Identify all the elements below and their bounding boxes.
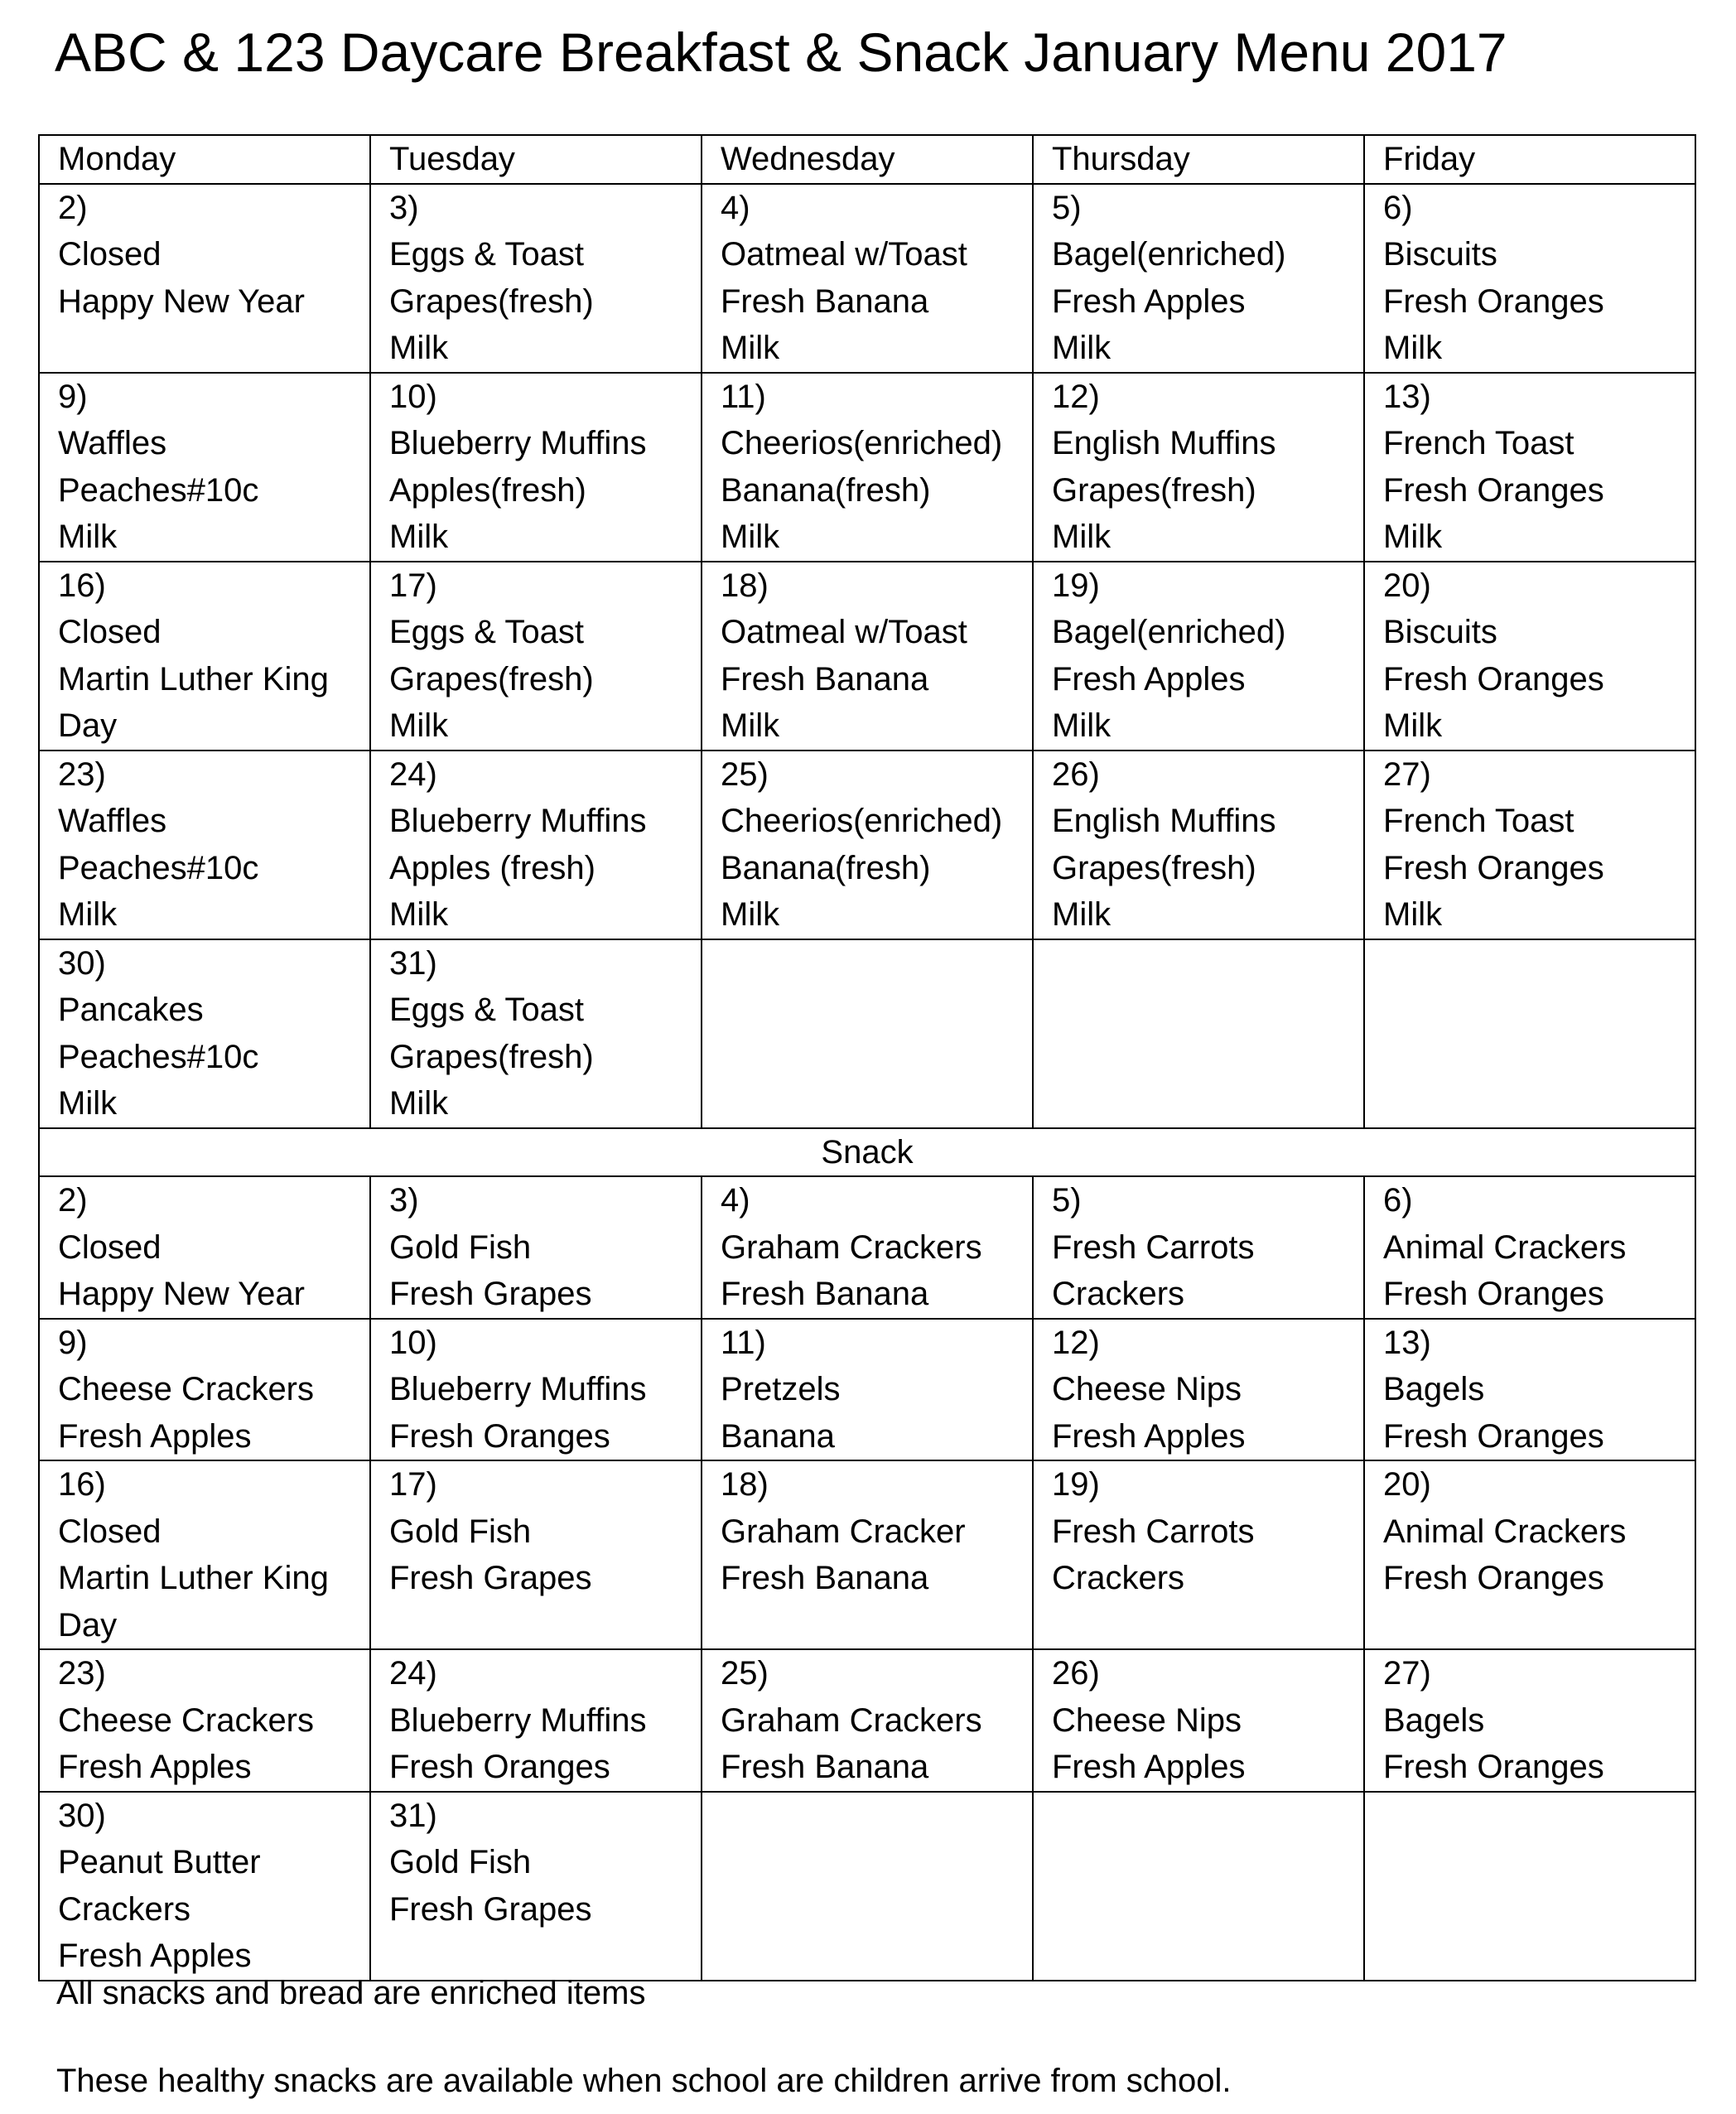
date-label: 17) [389, 1466, 437, 1503]
menu-item: Waffles [58, 803, 167, 839]
date-label: 26) [1052, 755, 1100, 793]
menu-item: Fresh Banana [721, 1749, 929, 1785]
snack-week-row [39, 1792, 1695, 1981]
menu-item: Fresh Carrots [1052, 1228, 1255, 1266]
menu-item: Milk [58, 1085, 118, 1122]
footer-note-enriched: All snacks and bread are enriched items [56, 1975, 646, 2011]
snack-heading-row [39, 1128, 1695, 1177]
menu-item: Peaches#10c [58, 471, 259, 509]
menu-item: Milk [389, 519, 449, 555]
menu-item: Milk [1052, 896, 1112, 933]
menu-item: Bagel(enriched) [1052, 236, 1286, 273]
date-label: 25) [721, 755, 769, 793]
snack-day-cell [1364, 1319, 1695, 1461]
menu-item: Bagels [1383, 1371, 1485, 1407]
breakfast-day-cell [370, 939, 702, 1128]
menu-item: Fresh Carrots [1052, 1513, 1255, 1550]
date-label: 25) [721, 1655, 769, 1692]
breakfast-day-cell [370, 373, 702, 562]
date-label: 23) [58, 755, 106, 793]
menu-item: Oatmeal w/Toast [721, 236, 967, 273]
menu-item: Milk [389, 330, 449, 366]
menu-item: Fresh Apples [1052, 282, 1246, 320]
menu-item: Day [58, 1606, 118, 1643]
breakfast-day-cell [702, 751, 1033, 939]
date-label: 10) [389, 1324, 437, 1361]
snack-day-cell [370, 1460, 702, 1649]
menu-item: Waffles [58, 425, 167, 461]
menu-item: Animal Crackers [1383, 1513, 1627, 1550]
day-header: Monday [39, 135, 370, 184]
snack-week-row [39, 1460, 1695, 1649]
menu-item: Peaches#10c [58, 849, 259, 886]
snack-day-cell [370, 1792, 702, 1981]
menu-item: Bagel(enriched) [1052, 614, 1286, 650]
date-label: 6) [1383, 189, 1413, 226]
menu-item: Closed [58, 236, 162, 273]
menu-item: Gold Fish [389, 1844, 532, 1880]
menu-item: Pancakes [58, 992, 204, 1028]
snack-day-cell [1364, 1649, 1695, 1792]
menu-item: Fresh Apples [1052, 1749, 1246, 1785]
menu-item: Fresh Oranges [1383, 1417, 1604, 1455]
breakfast-week-row [39, 184, 1695, 373]
menu-item: Fresh Apples [58, 1938, 252, 1974]
date-label: 18) [721, 567, 769, 604]
snack-day-cell [39, 1319, 370, 1461]
menu-item: Cheese Crackers [58, 1701, 315, 1739]
breakfast-day-cell [370, 562, 702, 751]
menu-item: Banana(fresh) [721, 471, 931, 509]
snack-day-cell [1033, 1649, 1364, 1792]
menu-item: Milk [1383, 896, 1443, 933]
date-label: 5) [1052, 189, 1082, 226]
menu-item: Fresh Grapes [389, 1560, 592, 1596]
menu-item: Fresh Oranges [389, 1417, 610, 1455]
date-label: 10) [389, 378, 437, 415]
menu-item: Blueberry Muffins [389, 425, 647, 461]
date-label: 11) [721, 378, 766, 415]
menu-item: Cheese Nips [1052, 1371, 1242, 1407]
date-label: 12) [1052, 378, 1100, 415]
menu-item: Biscuits [1383, 236, 1497, 273]
menu-item: Happy New Year [58, 282, 305, 320]
menu-item: Closed [58, 1513, 162, 1550]
day-header: Friday [1364, 135, 1695, 184]
breakfast-day-cell [1364, 751, 1695, 939]
snack-day-cell [702, 1460, 1033, 1649]
menu-item: Milk [58, 519, 118, 555]
date-label: 20) [1383, 567, 1431, 604]
date-label: 26) [1052, 1655, 1100, 1692]
breakfast-day-cell [39, 939, 370, 1128]
snack-day-cell [702, 1176, 1033, 1319]
breakfast-week-row [39, 939, 1695, 1128]
date-label: 16) [58, 567, 106, 604]
breakfast-day-cell [39, 562, 370, 751]
snack-day-cell [1364, 1792, 1695, 1981]
snack-day-cell [370, 1176, 702, 1319]
menu-item: Milk [389, 1085, 449, 1122]
breakfast-day-cell [702, 562, 1033, 751]
menu-item: Grapes(fresh) [389, 660, 594, 697]
menu-item: Fresh Apples [1052, 1417, 1246, 1455]
menu-item: Fresh Oranges [1383, 471, 1604, 509]
menu-item: Fresh Banana [721, 282, 929, 320]
breakfast-day-cell [1033, 184, 1364, 373]
date-label: 12) [1052, 1324, 1100, 1361]
date-label: 13) [1383, 1324, 1431, 1361]
menu-item: Blueberry Muffins [389, 1701, 647, 1739]
menu-item: Fresh Grapes [389, 1276, 592, 1312]
menu-item: Martin Luther King [58, 1560, 329, 1596]
date-label: 30) [58, 1797, 106, 1834]
menu-item: Biscuits [1383, 614, 1497, 650]
date-label: 23) [58, 1655, 106, 1692]
snack-day-cell [39, 1460, 370, 1649]
snack-week-row [39, 1176, 1695, 1319]
menu-item: Milk [1383, 707, 1443, 744]
menu-item: Fresh Apples [58, 1417, 252, 1455]
snack-day-cell [39, 1176, 370, 1319]
snack-day-cell [1033, 1319, 1364, 1461]
snack-day-cell [1033, 1460, 1364, 1649]
date-label: 13) [1383, 378, 1431, 415]
date-label: 20) [1383, 1466, 1431, 1503]
snack-day-cell [370, 1649, 702, 1792]
breakfast-day-cell [1033, 373, 1364, 562]
menu-item: Grapes(fresh) [1052, 849, 1256, 886]
menu-item: Grapes(fresh) [1052, 471, 1256, 509]
menu-item: Milk [58, 896, 118, 933]
menu-item: Fresh Banana [721, 660, 929, 697]
menu-table [38, 134, 1696, 1981]
snack-day-cell [1364, 1176, 1695, 1319]
date-label: 19) [1052, 1466, 1100, 1503]
snack-section [39, 1176, 1695, 1981]
menu-item: Closed [58, 614, 162, 650]
menu-item: Peaches#10c [58, 1038, 259, 1075]
menu-item: Fresh Apples [58, 1749, 252, 1785]
breakfast-day-cell [1364, 562, 1695, 751]
breakfast-day-cell [702, 184, 1033, 373]
menu-item: French Toast [1383, 803, 1574, 839]
menu-item: English Muffins [1052, 425, 1276, 461]
menu-item: Milk [721, 519, 780, 555]
day-header: Tuesday [370, 135, 702, 184]
day-header: Wednesday [702, 135, 1033, 184]
breakfast-week-row [39, 562, 1695, 751]
page-title: ABC & 123 Daycare Breakfast & Snack January Menu 2017 [55, 22, 1507, 83]
menu-item: Pretzels [721, 1371, 841, 1407]
menu-item: Banana [721, 1417, 835, 1455]
menu-item: Fresh Oranges [1383, 1749, 1604, 1785]
date-label: 27) [1383, 755, 1431, 793]
menu-item: Eggs & Toast [389, 236, 584, 273]
date-label: 9) [58, 1324, 88, 1361]
breakfast-day-cell [1364, 184, 1695, 373]
date-label: 24) [389, 1655, 437, 1692]
breakfast-day-cell [1033, 562, 1364, 751]
date-label: 6) [1383, 1182, 1413, 1219]
menu-item: Milk [1052, 330, 1112, 366]
menu-item: Fresh Oranges [1383, 1276, 1604, 1312]
breakfast-day-cell [1364, 373, 1695, 562]
menu-item: Milk [721, 707, 780, 744]
date-label: 19) [1052, 567, 1100, 604]
menu-item: Fresh Oranges [1383, 849, 1604, 886]
menu-item: Fresh Grapes [389, 1890, 592, 1928]
menu-item: Cheese Crackers [58, 1371, 315, 1407]
menu-item: Milk [389, 707, 449, 744]
menu-item: Milk [1052, 519, 1112, 555]
day-header-row [39, 135, 1695, 184]
breakfast-day-cell [1364, 939, 1695, 1128]
menu-item: Peanut Butter [58, 1844, 261, 1880]
snack-heading: Snack [39, 1128, 1695, 1177]
menu-item: Milk [389, 896, 449, 933]
date-label: 24) [389, 755, 437, 793]
menu-item: Oatmeal w/Toast [721, 614, 967, 650]
menu-item: Eggs & Toast [389, 992, 584, 1028]
date-label: 5) [1052, 1182, 1082, 1219]
menu-item: Apples(fresh) [389, 471, 586, 509]
date-label: 30) [58, 944, 106, 982]
menu-item: Crackers [1052, 1276, 1185, 1312]
menu-item: Milk [1052, 707, 1112, 744]
snack-day-cell [370, 1319, 702, 1461]
snack-week-row [39, 1649, 1695, 1792]
menu-item: English Muffins [1052, 803, 1276, 839]
date-label: 31) [389, 944, 437, 982]
breakfast-day-cell [702, 939, 1033, 1128]
date-label: 3) [389, 1182, 419, 1219]
menu-item: Happy New Year [58, 1276, 305, 1312]
menu-item: Fresh Apples [1052, 660, 1246, 697]
breakfast-week-row [39, 373, 1695, 562]
menu-item: Blueberry Muffins [389, 1371, 647, 1407]
breakfast-day-cell [39, 184, 370, 373]
date-label: 16) [58, 1466, 106, 1503]
snack-day-cell [702, 1649, 1033, 1792]
footer-note-availability: These healthy snacks are available when school are children arrive from school. [56, 2063, 1232, 2099]
date-label: 27) [1383, 1655, 1431, 1692]
menu-item: Grapes(fresh) [389, 1038, 594, 1075]
menu-item: French Toast [1383, 425, 1574, 461]
menu-item: Day [58, 707, 118, 744]
menu-item: Closed [58, 1228, 162, 1266]
snack-week-row [39, 1319, 1695, 1461]
day-header: Thursday [1033, 135, 1364, 184]
menu-item: Fresh Oranges [1383, 282, 1604, 320]
date-label: 3) [389, 189, 419, 226]
snack-day-cell [1364, 1460, 1695, 1649]
snack-day-cell [39, 1649, 370, 1792]
menu-item: Fresh Oranges [1383, 660, 1604, 697]
breakfast-day-cell [39, 751, 370, 939]
date-label: 31) [389, 1797, 437, 1834]
menu-item: Milk [1383, 330, 1443, 366]
menu-item: Blueberry Muffins [389, 803, 647, 839]
date-label: 2) [58, 1182, 88, 1219]
menu-item: Cheerios(enriched) [721, 803, 1003, 839]
menu-item: Milk [1383, 519, 1443, 555]
snack-day-cell [1033, 1176, 1364, 1319]
date-label: 4) [721, 1182, 750, 1219]
menu-item: Fresh Oranges [1383, 1560, 1604, 1596]
menu-item: Animal Crackers [1383, 1228, 1627, 1266]
menu-item: Apples (fresh) [389, 849, 596, 886]
breakfast-day-cell [370, 184, 702, 373]
snack-day-cell [39, 1792, 370, 1981]
date-label: 18) [721, 1466, 769, 1503]
date-label: 17) [389, 567, 437, 604]
breakfast-section [39, 184, 1695, 1128]
menu-item: Graham Crackers [721, 1701, 982, 1739]
menu-item: Crackers [58, 1890, 191, 1928]
menu-item: Cheese Nips [1052, 1701, 1242, 1739]
menu-item: Eggs & Toast [389, 614, 584, 650]
menu-item: Gold Fish [389, 1513, 532, 1550]
menu-item: Grapes(fresh) [389, 282, 594, 320]
snack-day-cell [702, 1319, 1033, 1461]
menu-item: Graham Cracker [721, 1513, 966, 1550]
menu-item: Fresh Oranges [389, 1749, 610, 1785]
menu-item: Cheerios(enriched) [721, 425, 1003, 461]
date-label: 9) [58, 378, 88, 415]
breakfast-day-cell [39, 373, 370, 562]
date-label: 4) [721, 189, 750, 226]
breakfast-day-cell [1033, 939, 1364, 1128]
date-label: 2) [58, 189, 88, 226]
menu-item: Martin Luther King [58, 660, 329, 697]
menu-item: Crackers [1052, 1560, 1185, 1596]
snack-day-cell [1033, 1792, 1364, 1981]
menu-item: Fresh Banana [721, 1276, 929, 1312]
menu-item: Banana(fresh) [721, 849, 931, 886]
breakfast-week-row [39, 751, 1695, 939]
menu-item: Bagels [1383, 1701, 1485, 1739]
breakfast-day-cell [702, 373, 1033, 562]
menu-item: Fresh Banana [721, 1560, 929, 1596]
snack-day-cell [702, 1792, 1033, 1981]
menu-item: Graham Crackers [721, 1228, 982, 1266]
date-label: 11) [721, 1324, 766, 1361]
menu-item: Gold Fish [389, 1228, 532, 1266]
breakfast-day-cell [1033, 751, 1364, 939]
menu-item: Milk [721, 896, 780, 933]
breakfast-day-cell [370, 751, 702, 939]
menu-item: Milk [721, 330, 780, 366]
